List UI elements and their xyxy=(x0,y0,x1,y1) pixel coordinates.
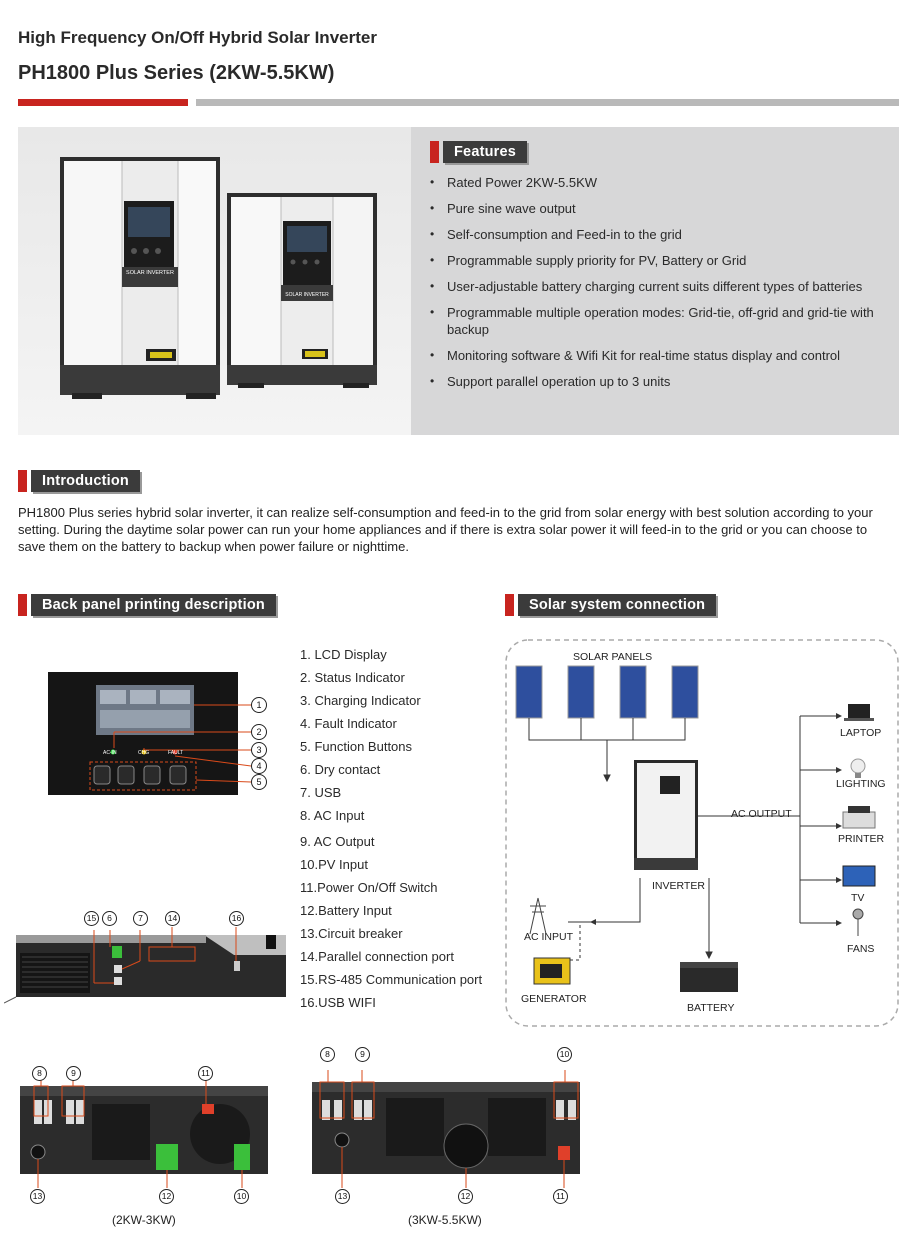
callout-10: 10 xyxy=(557,1047,572,1062)
feature-item: • Pure sine wave output xyxy=(430,200,880,217)
control-panel-diagram xyxy=(48,672,278,797)
small-inverter-image xyxy=(227,193,377,388)
callout-13: 13 xyxy=(335,1189,350,1204)
callout-1: 1 xyxy=(251,697,267,713)
back-panel-item: 10.PV Input xyxy=(300,857,368,872)
chg-indicator-label: CHG xyxy=(138,750,150,756)
callout-16: 16 xyxy=(229,911,244,926)
back-panel-item: 7. USB xyxy=(300,785,342,800)
feature-item: • User-adjustable battery charging current suits different types of batteries xyxy=(430,278,880,295)
fault-indicator-label: FAULT xyxy=(168,750,184,756)
features-list xyxy=(430,174,880,399)
side-panel-diagram xyxy=(4,905,294,1005)
callout-13: 13 xyxy=(30,1189,45,1204)
callout-8: 8 xyxy=(32,1066,47,1081)
tv-icon xyxy=(843,866,875,886)
callout-14: 14 xyxy=(165,911,180,926)
feature-item: • Monitoring software & Wifi Kit for real-time status display and control xyxy=(430,347,880,364)
callout-6: 6 xyxy=(102,911,117,926)
back-panel-item: 13.Circuit breaker xyxy=(300,926,403,941)
callout-11: 11 xyxy=(553,1189,568,1204)
bottom-view-small-diagram xyxy=(20,1060,275,1205)
back-panel-item: 9. AC Output xyxy=(300,834,375,849)
fan-icon xyxy=(853,909,863,936)
callout-12: 12 xyxy=(458,1189,473,1204)
page-title: PH1800 Plus Series (2KW-5.5KW) xyxy=(18,62,335,84)
ac-output-label: AC OUTPUT xyxy=(731,808,792,820)
battery-icon xyxy=(680,962,738,992)
introduction-heading: Introduction xyxy=(31,470,140,492)
laptop-icon xyxy=(844,704,874,721)
back-panel-heading: Back panel printing description xyxy=(31,594,276,616)
small-inverter-label: SOLAR INVERTER xyxy=(285,292,329,298)
callout-3: 3 xyxy=(251,742,267,758)
callout-4: 4 xyxy=(251,758,267,774)
callout-12: 12 xyxy=(159,1189,174,1204)
feature-item: • Self-consumption and Feed-in to the grid xyxy=(430,226,880,243)
feature-item: • Rated Power 2KW-5.5KW xyxy=(430,174,880,191)
generator-icon xyxy=(534,958,570,984)
caption-large-model: (3KW-5.5KW) xyxy=(408,1213,482,1227)
back-panel-item: 14.Parallel connection port xyxy=(300,949,454,964)
solar-panel-icons xyxy=(516,666,698,718)
title-underline-accent xyxy=(18,99,188,106)
product-photo xyxy=(18,127,411,435)
callout-5: 5 xyxy=(251,774,267,790)
tv-label: TV xyxy=(851,892,865,904)
feature-item: • Programmable multiple operation modes: Grid-tie, off-grid and grid-tie with backup xyxy=(430,304,880,338)
caption-small-model: (2KW-3KW) xyxy=(112,1213,176,1227)
introduction-tag xyxy=(18,470,140,492)
solar-panels-label: SOLAR PANELS xyxy=(573,651,653,663)
pylon-icon xyxy=(530,898,546,934)
lighting-icon xyxy=(851,759,865,778)
large-inverter-image xyxy=(60,157,234,399)
callout-8: 8 xyxy=(320,1047,335,1062)
printer-icon xyxy=(843,806,875,828)
generator-label: GENERATOR xyxy=(521,993,587,1005)
inverter-icon xyxy=(634,760,698,870)
back-panel-list xyxy=(300,646,500,1017)
back-panel-tag xyxy=(18,594,276,616)
callout-9: 9 xyxy=(66,1066,81,1081)
fans-label: FANS xyxy=(847,943,875,955)
back-panel-item: 8. AC Input xyxy=(300,808,365,823)
back-panel-item: 2. Status Indicator xyxy=(300,670,405,685)
callout-15: 15 xyxy=(84,911,99,926)
callout-10: 10 xyxy=(234,1189,249,1204)
battery-label: BATTERY xyxy=(687,1002,735,1014)
introduction-text: PH1800 Plus series hybrid solar inverter, it can realize self-consumption and feed-in to the grid from solar energy with best solution according to your setting. During the daytime solar power can run your home appliances and if there is extra solar power it will feed-in to the grid or you can choose to save them on the battery to backup when power failure or nighttime. xyxy=(18,505,873,554)
inverter-label: INVERTER xyxy=(652,880,705,892)
printer-label: PRINTER xyxy=(838,833,885,845)
bottom-view-large-diagram xyxy=(306,1060,586,1205)
ac-input-label: AC INPUT xyxy=(524,931,574,943)
lighting-label: LIGHTING xyxy=(836,778,886,790)
feature-item: • Support parallel operation up to 3 units xyxy=(430,373,880,390)
acin-indicator-label: AC-IN xyxy=(103,750,117,756)
solar-connection-tag xyxy=(505,594,716,616)
solar-connection-heading: Solar system connection xyxy=(518,594,716,616)
page-subtitle: High Frequency On/Off Hybrid Solar Inverter xyxy=(18,28,377,47)
back-panel-item: 6. Dry contact xyxy=(300,762,381,777)
callout-7: 7 xyxy=(133,911,148,926)
back-panel-item: 11.Power On/Off Switch xyxy=(300,880,438,895)
back-panel-item: 4. Fault Indicator xyxy=(300,716,397,731)
laptop-label: LAPTOP xyxy=(840,727,882,739)
title-underline xyxy=(196,99,899,106)
back-panel-item: 5. Function Buttons xyxy=(300,739,413,754)
large-inverter-label: SOLAR INVERTER xyxy=(126,270,174,276)
back-panel-item: 15.RS-485 Communication port xyxy=(300,972,483,987)
callout-2: 2 xyxy=(251,724,267,740)
callout-9: 9 xyxy=(355,1047,370,1062)
back-panel-item: 1. LCD Display xyxy=(300,647,387,662)
back-panel-item: 16.USB WIFI xyxy=(300,995,376,1010)
back-panel-item: 12.Battery Input xyxy=(300,903,392,918)
back-panel-item: 3. Charging Indicator xyxy=(300,693,421,708)
features-heading: Features xyxy=(443,141,527,163)
feature-item: • Programmable supply priority for PV, Battery or Grid xyxy=(430,252,880,269)
callout-11: 11 xyxy=(198,1066,213,1081)
features-tag xyxy=(430,141,527,163)
